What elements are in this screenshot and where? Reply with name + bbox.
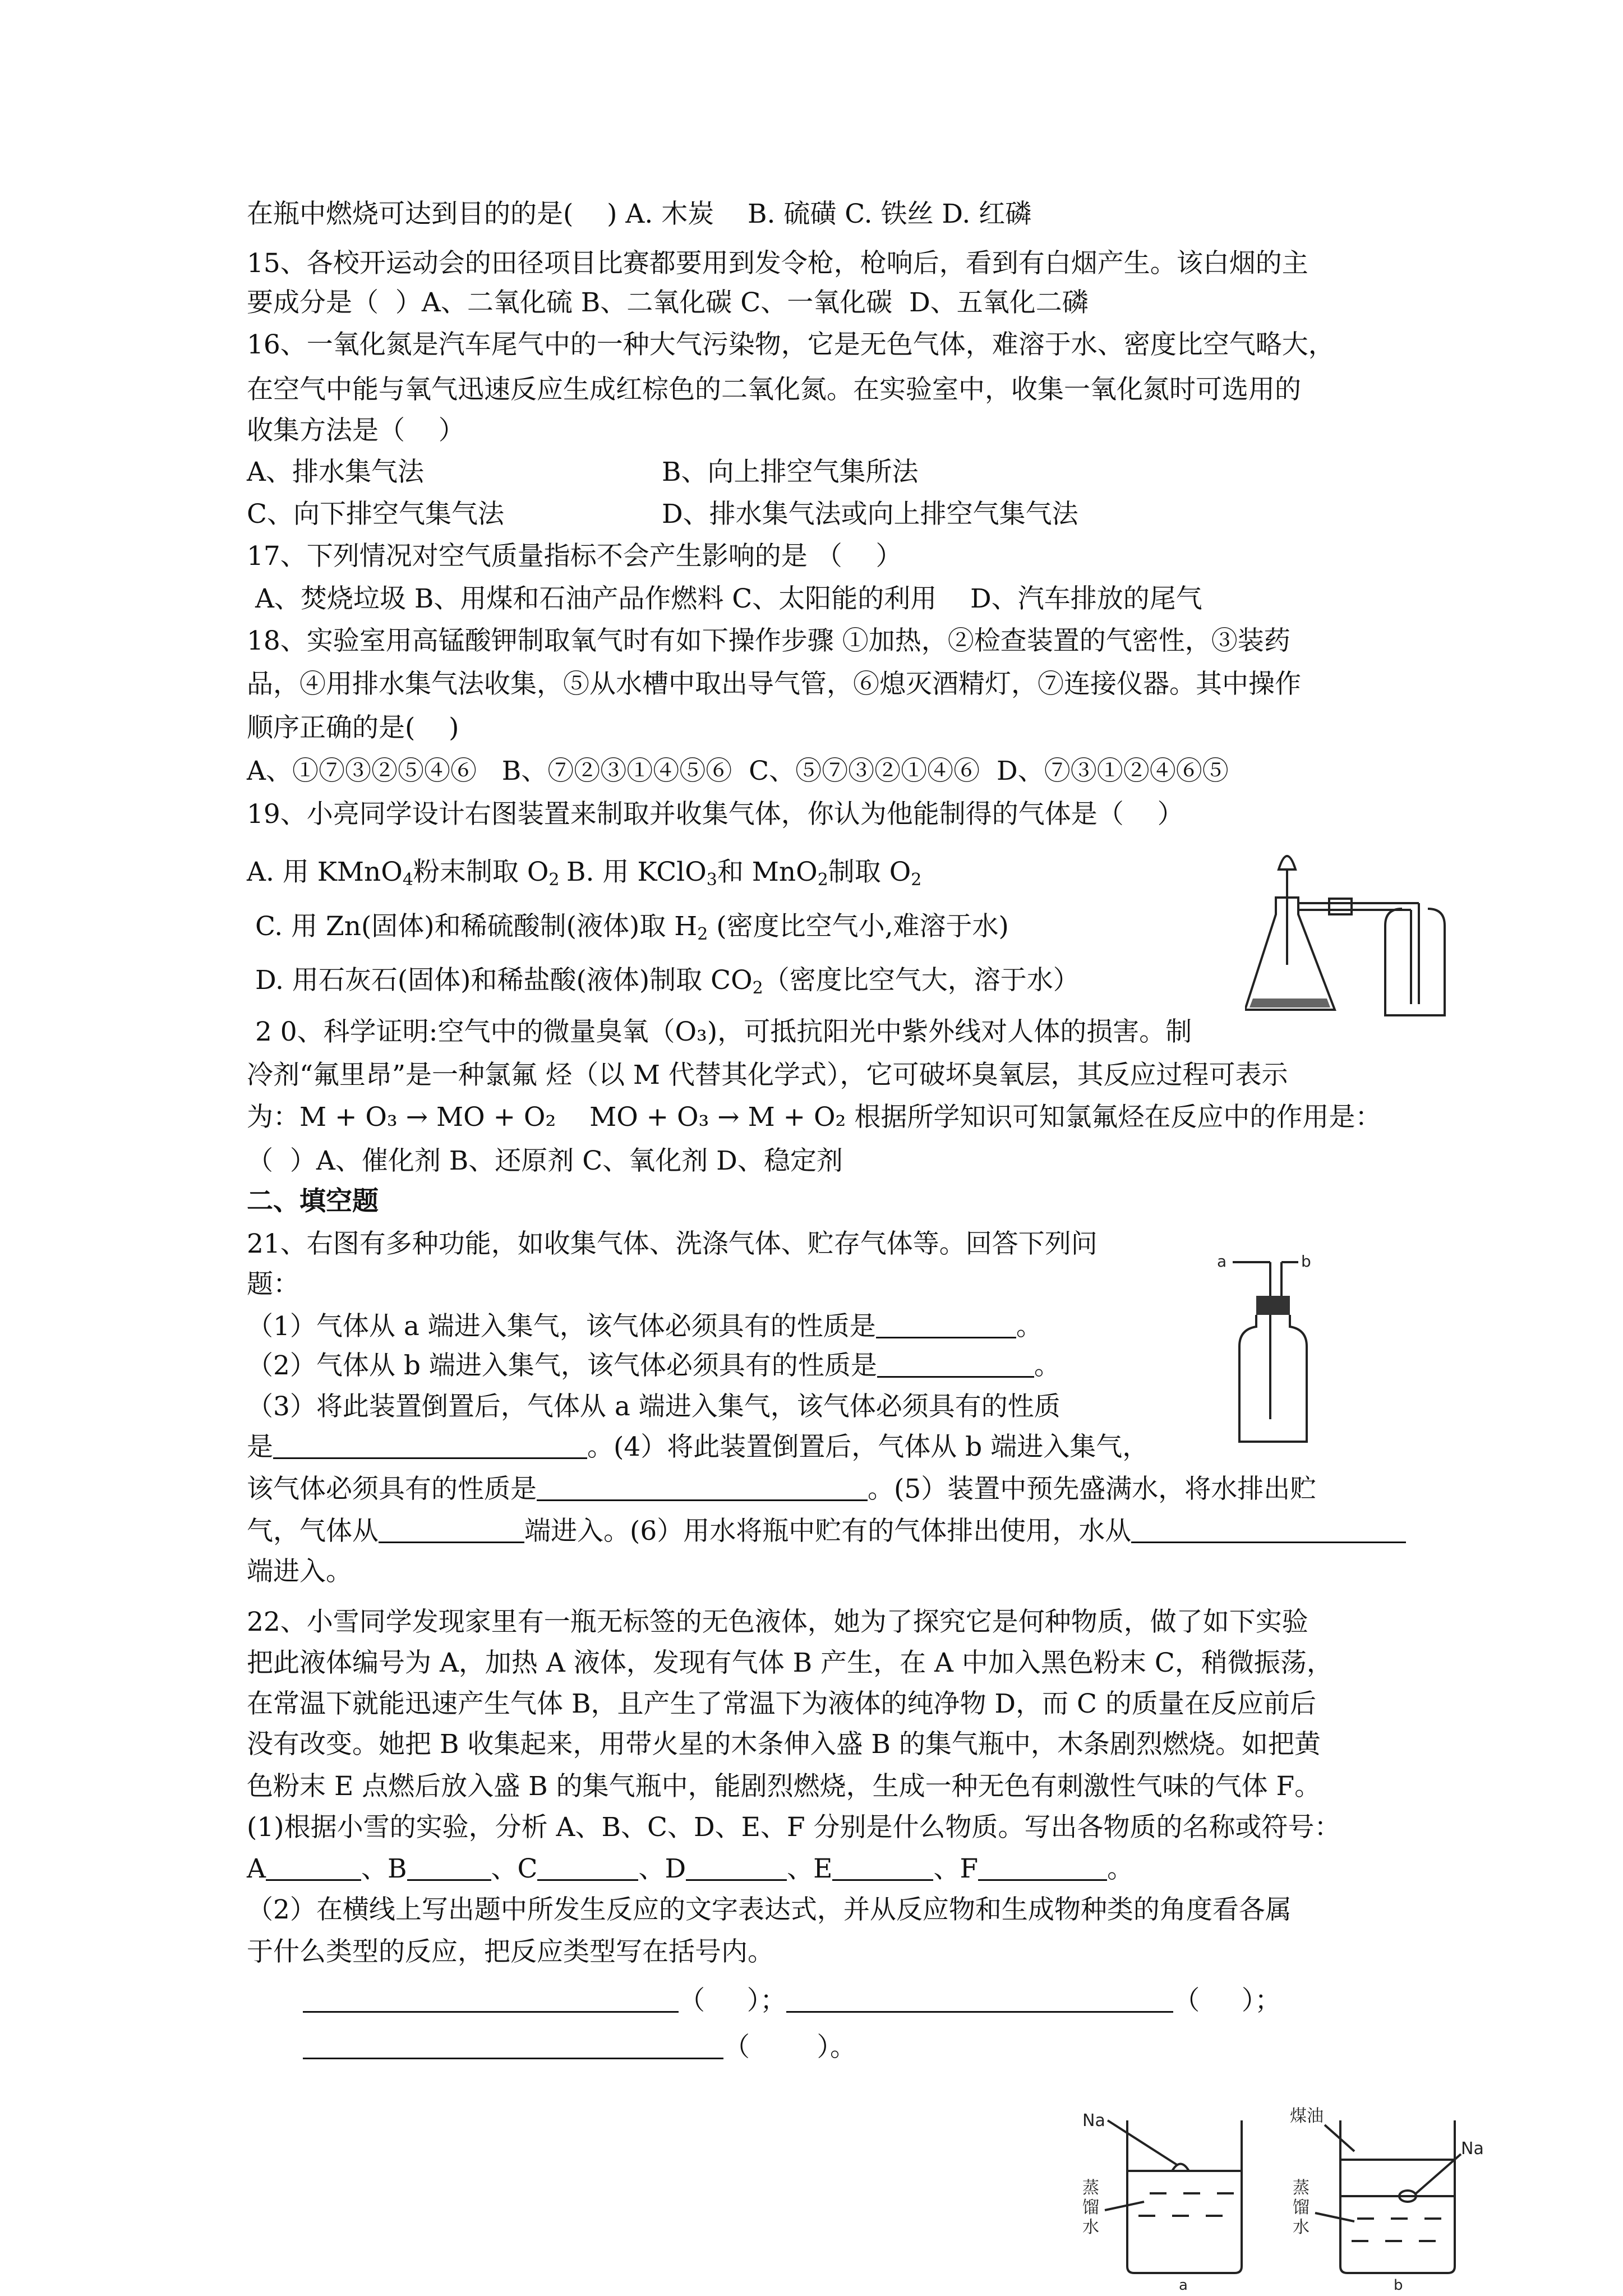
option-c: C、向下排空气集气法 xyxy=(247,499,504,530)
text-line: 在常温下就能迅速产生气体 B，且产生了常温下为液体的纯净物 D，而 C 的质量在反应前后 xyxy=(247,1688,1316,1719)
q21-2: （2）气体从 b 端进入集气，该气体必须具有的性质是 。 xyxy=(247,1350,1061,1381)
sodium-label: Na xyxy=(1082,2111,1105,2131)
text-line: (1)根据小雪的实验，分析 A、B、C、D、E、F 分别是什么物质。写出各物质的名称或符号： xyxy=(247,1812,1341,1843)
water-label: 水 xyxy=(1293,2217,1310,2237)
section-title: 二、填空题 xyxy=(247,1186,379,1217)
text-line: 于什么类型的反应，把反应类型写在括号内。 xyxy=(247,1936,774,1967)
q21-3-4: 是 。(4）将此装置倒置后，气体从 b 端进入集气， xyxy=(247,1432,1149,1462)
option-a: A、排水集气法 xyxy=(247,457,424,487)
answer-blank[interactable] xyxy=(379,1517,524,1543)
text-line: 端进入。 xyxy=(247,1556,352,1587)
text-line: 18、实验室用高锰酸钾制取氧气时有如下操作步骤 ①加热，②检查装置的气密性，③装药 xyxy=(247,625,1290,656)
answer-blank[interactable] xyxy=(1131,1517,1406,1543)
beaker-sodium-water-diagram xyxy=(1082,2098,1273,2292)
text-line: 没有改变。她把 B 收集起来，用带火星的木条伸入盛 B 的集气瓶中，木条剧烈燃烧。如把黄 xyxy=(247,1729,1321,1760)
water-label: 水 xyxy=(1082,2217,1099,2237)
text-line: 22、小雪同学发现家里有一瓶无标签的无色液体，她为了探究它是何种物质，做了如下实验 xyxy=(247,1607,1308,1637)
answer-blank[interactable] xyxy=(303,2033,723,2059)
kerosene-label: 煤油 xyxy=(1290,2106,1324,2126)
q21-5-6: 气，气体从 端进入。(6）用水将瓶中贮有的气体排出使用，水从 xyxy=(247,1515,1406,1548)
beaker-sodium-kerosene-diagram xyxy=(1290,2098,1492,2292)
text-line: 15、各校开运动会的田径项目比赛都要用到发令枪，枪响后，看到有白烟产生。该白烟的主 xyxy=(247,248,1308,279)
text-line: （3）将此装置倒置后，气体从 a 端进入集气，该气体必须具有的性质 xyxy=(247,1391,1061,1422)
port-b-label: b xyxy=(1301,1252,1311,1271)
answer-blank[interactable] xyxy=(303,1986,679,2013)
option-d: D、排水集气法或向上排空气集气法 xyxy=(662,499,1078,530)
q19-option-b: B. 用 KClO$_3$和 MnO$_2$制取 $O_2$ xyxy=(566,857,922,890)
answer-blank[interactable] xyxy=(978,1855,1107,1881)
text-line: 题： xyxy=(247,1269,299,1300)
answer-blank[interactable] xyxy=(832,1855,933,1881)
answer-blank[interactable] xyxy=(537,1475,868,1501)
gas-generation-apparatus-diagram xyxy=(1245,836,1481,1021)
option-b: B、向上排空气集所法 xyxy=(662,457,919,487)
text-line: （2）在横线上写出题中所发生反应的文字表达式，并从反应物和生成物种类的角度看各属 xyxy=(247,1894,1292,1925)
text-line: 品，④用排水集气法收集，⑤从水槽中取出导气管，⑥熄灭酒精灯，⑦连接仪器。其中操作 xyxy=(247,669,1301,700)
q21-4-5: 该气体必须具有的性质是 。(5）装置中预先盛满水，将水排出贮 xyxy=(247,1474,1317,1504)
water-label: 蒸 xyxy=(1293,2178,1310,2198)
q19-option-c: C. 用 Zn(固体)和稀硫酸制(液体)取 $H_2$ (密度比空气小,难溶于水) xyxy=(247,911,1009,944)
text-line: 17、下列情况对空气质量指标不会产生影响的是 （ ） xyxy=(247,541,902,572)
answer-blank[interactable] xyxy=(407,1855,491,1881)
text-line: A、焚烧垃圾 B、用煤和石油产品作燃料 C、太阳能的利用 D、汽车排放的尾气 xyxy=(247,583,1202,614)
text-line: 21、右图有多种功能，如收集气体、洗涤气体、贮存气体等。回答下列问 xyxy=(247,1228,1098,1259)
beaker-b-label: b xyxy=(1394,2277,1403,2292)
equation-line-2: （ ）。 xyxy=(303,2031,856,2064)
sodium-label: Na xyxy=(1461,2139,1484,2159)
water-label: 蒸 xyxy=(1082,2178,1099,2198)
text-line: 收集方法是（ ） xyxy=(247,415,465,446)
text-line: 19、小亮同学设计右图装置来制取并收集气体，你认为他能制得的气体是（ ） xyxy=(247,799,1184,830)
water-label: 馏 xyxy=(1293,2198,1310,2217)
text-line: 冷剂“氟里昂”是一种氯氟 烃（以 M 代替其化学式），它可破坏臭氧层，其反应过程可表示 xyxy=(247,1060,1288,1091)
beaker-a-label: a xyxy=(1179,2277,1188,2292)
equation-line-1: （ ）； （ ）； xyxy=(303,1984,1281,2018)
answer-blank[interactable] xyxy=(686,1855,787,1881)
answer-blank[interactable] xyxy=(877,1351,1034,1378)
water-label: 馏 xyxy=(1082,2198,1099,2217)
text-line: 色粉末 E 点燃后放入盛 B 的集气瓶中，能剧烈燃烧，生成一种无色有刺激性气味的气体 F。 xyxy=(247,1771,1321,1802)
port-a-label: a xyxy=(1217,1252,1227,1271)
text-line: 顺序正确的是( ) xyxy=(247,712,459,743)
q22-fill-line: A 、B 、C 、D 、E 、F 。 xyxy=(247,1853,1134,1884)
text-line: 把此液体编号为 A，加热 A 液体，发现有气体 B 产生，在 A 中加入黑色粉末 C，稍微振荡， xyxy=(247,1648,1333,1678)
q19-option-d: D. 用石灰石(固体)和稀盐酸(液体)制取 $CO_2$（密度比空气大，溶于水） xyxy=(247,965,1080,998)
answer-blank[interactable] xyxy=(273,1433,587,1459)
q19-option-a: A. 用 KMnO$_4$粉末制取 $O_2$ xyxy=(247,857,560,890)
text-line: 在空气中能与氧气迅速反应生成红棕色的二氧化氮。在实验室中，收集一氧化氮时可选用的 xyxy=(247,374,1301,405)
answer-blank[interactable] xyxy=(786,1986,1173,2013)
answer-blank[interactable] xyxy=(537,1855,638,1881)
text-line: （ ）A、催化剂 B、还原剂 C、氧化剂 D、稳定剂 xyxy=(247,1145,843,1176)
answer-blank[interactable] xyxy=(266,1855,361,1881)
answer-blank[interactable] xyxy=(876,1312,1016,1338)
text-line: 16、一氧化氮是汽车尾气中的一种大气污染物，它是无色气体，难溶于水、密度比空气略大， xyxy=(247,329,1335,360)
q21-1: （1）气体从 a 端进入集气，该气体必须具有的性质是 。 xyxy=(247,1311,1043,1342)
text-line: 要成分是（ ）A、二氧化硫 B、二氧化碳 C、一氧化碳 D、五氧化二磷 xyxy=(247,287,1089,318)
text-line: 2 0、科学证明:空气中的微量臭氧（O₃)，可抵抗阳光中紫外线对人体的损害。制 xyxy=(247,1016,1192,1047)
text-line: A、①⑦③②⑤④⑥ B、⑦②③①④⑤⑥ C、⑤⑦③②①④⑥ D、⑦③①②④⑥⑤ xyxy=(247,756,1229,786)
gas-bottle-diagram xyxy=(1217,1251,1402,1464)
text-line: 在瓶中燃烧可达到目的的是( ) A. 木炭 B. 硫磺 C. 铁丝 D. 红磷 xyxy=(247,199,1032,229)
text-line: 为：M + O₃ → MO + O₂ MO + O₃ → M + O₂ 根据所学知识可知氯氟烃在反应中的作用是： xyxy=(247,1102,1382,1133)
